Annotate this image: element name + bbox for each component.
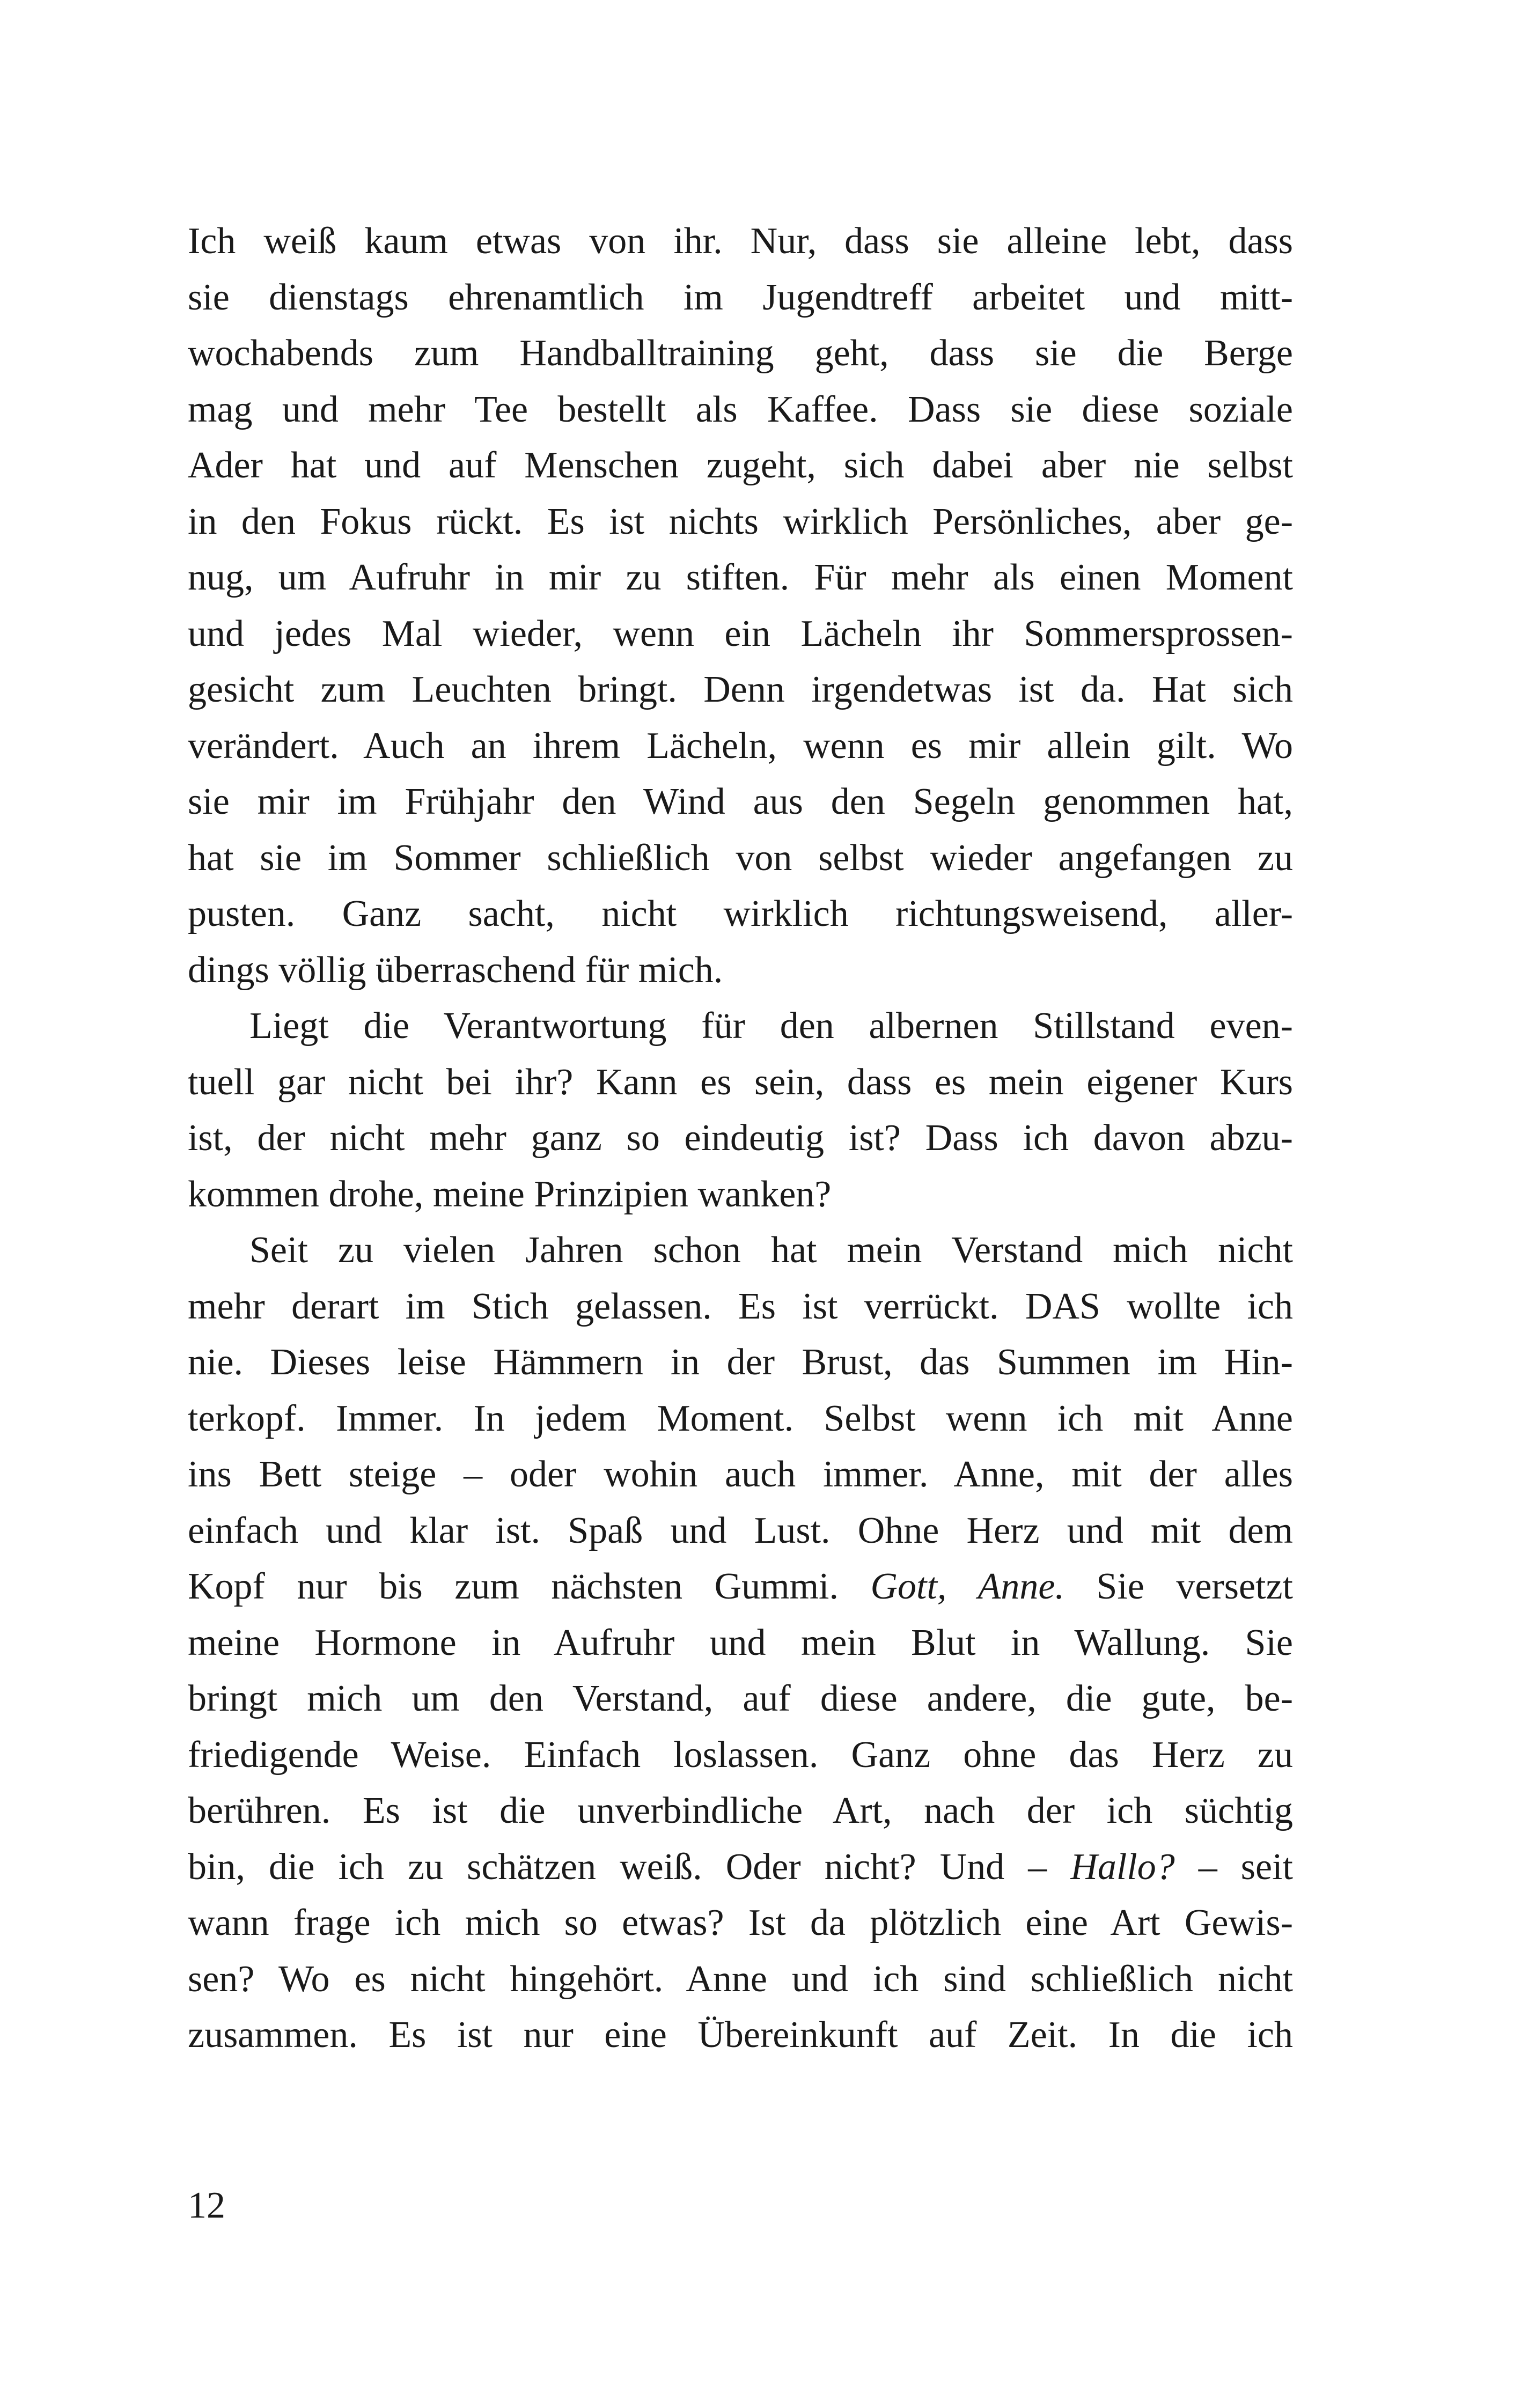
text-line: gesicht zum Leuchten bringt. Denn irgendetwas ist da. Hat sich [188,669,1293,710]
text-segment: Sie versetzt [1064,1566,1293,1607]
text-line: berühren. Es ist die unverbindliche Art, nach der ich süchtig [188,1790,1293,1831]
text-line: tuell gar nicht bei ihr? Kann es sein, dass es mein eigener Kurs [188,1061,1293,1103]
text-line: mehr derart im Stich gelassen. Es ist verrückt. DAS wollte ich [188,1285,1293,1327]
text-line: ist, der nicht mehr ganz so eindeutig ist? Dass ich davon abzu- [188,1117,1293,1159]
text-line: kommen drohe, meine Prinzipien wanken? [188,1173,832,1215]
text-segment: Kopf nur bis zum nächsten Gummi. [188,1566,871,1607]
text-line: und jedes Mal wieder, wenn ein Lächeln ihr Sommersprossen- [188,613,1293,654]
text-line: einfach und klar ist. Spaß und Lust. Ohne Herz und mit dem [188,1509,1293,1551]
text-line: in den Fokus rückt. Es ist nichts wirklich Persönliches, aber ge- [188,500,1293,542]
text-line: sie dienstags ehrenamtlich im Jugendtreff arbeitet und mitt- [188,276,1293,318]
text-line [188,1839,1293,1896]
text-line: nie. Dieses leise Hämmern in der Brust, das Summen im Hin- [188,1342,1293,1383]
text-segment: – seit [1174,1846,1293,1888]
page-number: 12 [188,2185,225,2226]
italic-text: Gott, Anne. [870,1566,1064,1607]
text-line: Ich weiß kaum etwas von ihr. Nur, dass sie alleine lebt, dass [188,220,1293,262]
text-line: Ader hat und auf Menschen zugeht, sich dabei aber nie selbst [188,445,1293,486]
text-line: wann frage ich mich so etwas? Ist da plötzlich eine Art Gewis- [188,1902,1293,1943]
text-line: zusammen. Es ist nur eine Übereinkunft auf Zeit. In die ich [188,2014,1293,2056]
text-line: ins Bett steige – oder wohin auch immer. Anne, mit der alles [188,1454,1293,1495]
text-line: nug, um Aufruhr in mir zu stiften. Für mehr als einen Moment [188,557,1293,598]
text-line: meine Hormone in Aufruhr und mein Blut in Wallung. Sie [188,1622,1293,1663]
text-line: Liegt die Verantwortung für den albernen Stillstand even- [249,1005,1293,1047]
text-line: bringt mich um den Verstand, auf diese andere, die gute, be- [188,1678,1293,1719]
body-text [188,213,1293,2064]
text-line: hat sie im Sommer schließlich von selbst wieder angefangen zu [188,837,1293,879]
text-line: verändert. Auch an ihrem Lächeln, wenn es mir allein gilt. Wo [188,725,1293,767]
text-line [188,1559,1293,1615]
text-line: dings völlig überraschend für mich. [188,949,723,991]
text-line: sen? Wo es nicht hingehört. Anne und ich sind schließlich nicht [188,1958,1293,2000]
text-line: sie mir im Frühjahr den Wind aus den Segeln genommen hat, [188,781,1293,822]
text-line: Seit zu vielen Jahren schon hat mein Verstand mich nicht [249,1229,1293,1271]
text-segment: bin, die ich zu schätzen weiß. Oder nicht? Und – [188,1846,1071,1888]
text-line: wochabends zum Handballtraining geht, dass sie die Berge [188,333,1293,374]
text-line: friedigende Weise. Einfach loslassen. Ganz ohne das Herz zu [188,1734,1293,1776]
text-line: pusten. Ganz sacht, nicht wirklich richtungsweisend, aller- [188,893,1293,934]
text-line: mag und mehr Tee bestellt als Kaffee. Dass sie diese soziale [188,388,1293,430]
text-line: terkopf. Immer. In jedem Moment. Selbst wenn ich mit Anne [188,1397,1293,1439]
italic-text: Hallo? [1070,1846,1175,1888]
